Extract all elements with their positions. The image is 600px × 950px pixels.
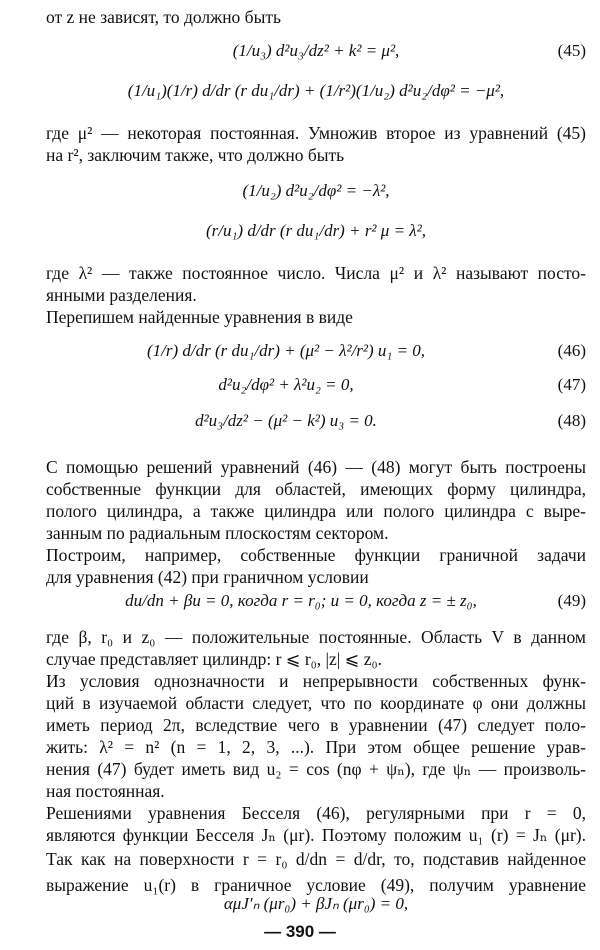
text-line: выражение u₁(r) в граничное условие (49), получим уравнение xyxy=(46,875,586,895)
text-line: нения (47) будет иметь вид u₂ = cos (nφ + ψₙ), где ψₙ — произволь- xyxy=(46,759,586,779)
equation-number: (45) xyxy=(557,41,586,60)
text-line: Из условия однозначности и непрерывности собственных функ- xyxy=(46,671,586,691)
equation-number: (49) xyxy=(557,591,586,610)
text-line: ций в изучаемой области следует, что по координате φ они должны xyxy=(46,693,586,713)
text-line: Перепишем найденные уравнения в виде xyxy=(46,307,353,327)
text-line: Построим, например, собственные функции граничной задачи xyxy=(46,545,586,565)
text-line: являются функции Бесселя Jₙ (μr). Поэтому положим u₁ (r) = Jₙ (μr). xyxy=(46,825,586,845)
text-line: С помощью решений уравнений (46) — (48) могут быть построены xyxy=(46,457,586,477)
equation-number: (47) xyxy=(557,375,586,394)
equation-body: du/dn + βu = 0, когда r = r₀; u = 0, когда z = ± z₀, xyxy=(125,591,477,610)
text-line: где β, r₀ и z₀ — положительные постоянные. Область V в данном xyxy=(46,627,586,647)
text-line: на r², заключим также, что должно быть xyxy=(46,145,345,165)
equation-body: d²u₃/dz² − (μ² − k²) u₃ = 0. xyxy=(195,411,377,430)
equation-body: (1/u₂) d²u₂/dφ² = −λ², xyxy=(242,181,390,200)
text-line: от z не зависят, то должно быть xyxy=(46,7,281,27)
text-line: занным по радиальным плоскостям сектором. xyxy=(46,523,389,543)
equation-body: (1/u₁)(1/r) d/dr (r du₁/dr) + (1/r²)(1/u₂) d²u₂/dφ² = −μ², xyxy=(127,81,505,100)
equation-body: (r/u₁) d/dr (r du₁/dr) + r² μ = λ², xyxy=(206,221,426,240)
text-line: Так как на поверхности r = r₀ d/dn = d/dr, то, подставив найденное xyxy=(46,849,586,869)
equation-body: (1/u₃) d²u₃/dz² + k² = μ², xyxy=(232,41,400,60)
text-line: полого цилиндра, а также цилиндра или полого цилиндра с выре- xyxy=(46,501,586,521)
equation-number: (46) xyxy=(557,341,586,360)
text-line: где μ² — некоторая постоянная. Умножив второе из уравнений (45) xyxy=(46,123,586,143)
text-line: янными разделения. xyxy=(46,285,197,305)
text-line: собственные функции для областей, имеющих форму цилиндра, xyxy=(46,479,586,499)
equation-body: d²u₂/dφ² + λ²u₂ = 0, xyxy=(218,375,354,394)
equation-body: (1/r) d/dr (r du₁/dr) + (μ² − λ²/r²) u₁ = 0, xyxy=(146,341,426,360)
text-line: где λ² — также постоянное число. Числа μ² и λ² называют посто- xyxy=(46,263,586,283)
text-line: случае представляет цилиндр: r ⩽ r₀, |z| ⩽ z₀. xyxy=(46,649,382,669)
text-line: Решениями уравнения Бесселя (46), регулярными при r = 0, xyxy=(46,803,586,823)
text-line: иметь период 2π, вследствие чего в уравнении (47) следует поло- xyxy=(46,715,586,735)
equation-body: αμJ′ₙ (μr₀) + βJₙ (μr₀) = 0, xyxy=(223,894,409,913)
text-line: для уравнения (42) при граничном условии xyxy=(46,567,369,587)
equation-number: (48) xyxy=(557,411,586,430)
text-line: жить: λ² = n² (n = 1, 2, 3, ...). При этом общее решение урав- xyxy=(46,737,586,757)
text-line: ная постоянная. xyxy=(46,781,165,801)
page-number: — 390 — xyxy=(264,922,336,941)
